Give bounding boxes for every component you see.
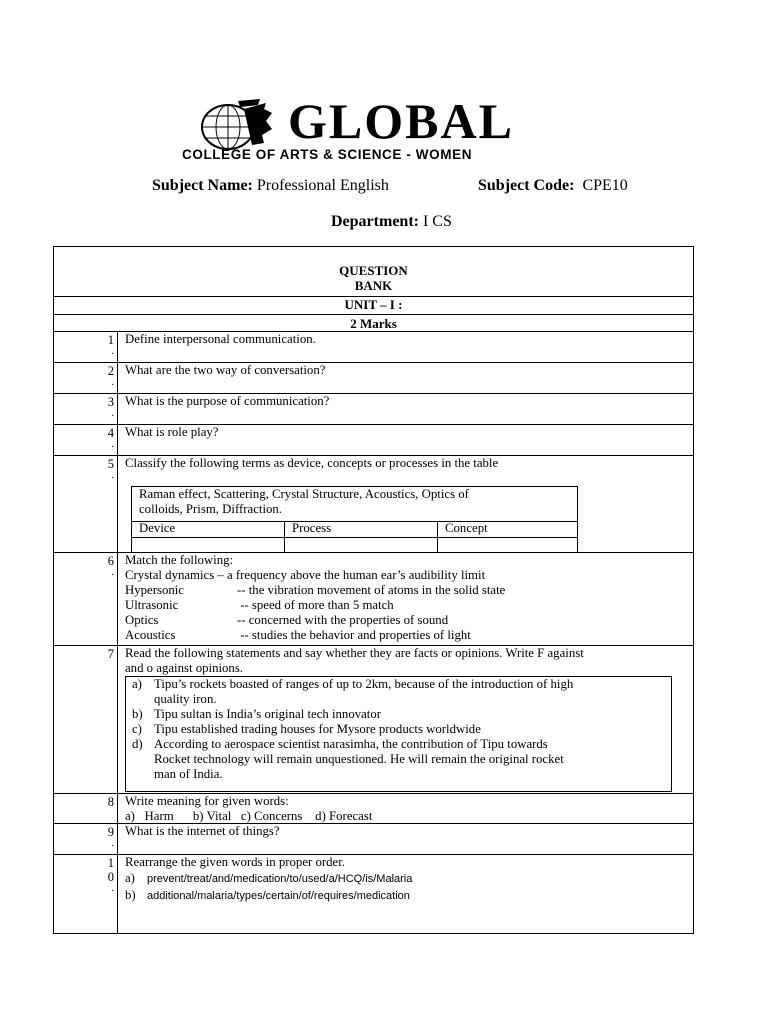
question-number: 2 . <box>107 364 114 388</box>
statement-line: Rocket technology will remain unquestioned. He will remain the original rocket <box>154 752 564 766</box>
department <box>331 213 452 231</box>
logo-wordmark: GLOBAL <box>288 93 514 149</box>
item-marker: b) <box>125 888 136 902</box>
question-text: What are the two way of conversation? <box>125 363 326 377</box>
match-term: Ultrasonic <box>125 598 179 612</box>
department-value: I CS <box>422 213 452 230</box>
match-row <box>125 613 448 628</box>
divider <box>53 314 694 315</box>
question-number <box>100 795 114 809</box>
terms-line: Raman effect, Scattering, Crystal Structure, Acoustics, Optics of <box>139 487 469 501</box>
classification-col-divider <box>284 521 285 553</box>
question-number <box>100 647 114 661</box>
table-title <box>53 263 694 293</box>
college-logo <box>180 95 620 167</box>
word-list: a) Harm b) Vital c) Concerns d) Forecast <box>125 809 373 823</box>
question-number: 1 0 . <box>100 856 114 894</box>
table-title-line1: QUESTION <box>339 263 408 278</box>
question-number-digit: 0 <box>107 870 114 884</box>
unit-heading: UNIT – I : <box>344 297 403 312</box>
subject-name-value: Professional English <box>256 177 389 194</box>
classification-row-divider <box>131 537 578 538</box>
match-definition: concerned with the properties of sound <box>248 613 449 627</box>
statement-line: man of India. <box>154 767 223 781</box>
question-text: What is role play? <box>125 425 219 439</box>
subject-name-label: Subject Name: <box>152 177 253 194</box>
terms-text <box>139 487 469 517</box>
col-concept: Concept <box>445 521 488 535</box>
statement-line: Tipu’s rockets boasted of ranges of up to 2km, because of the introduction of high <box>154 677 574 691</box>
question-number-value: 5 <box>107 457 114 471</box>
globe-seal-icon <box>194 99 278 153</box>
statement-line: According to aerospace scientist narasimha, the contribution of Tipu towards <box>154 737 548 751</box>
number-column-divider <box>117 331 118 934</box>
question-text <box>125 646 584 676</box>
item-marker: a) <box>125 871 135 885</box>
question-number-value: 1 <box>107 333 114 347</box>
match-separator: -- <box>237 613 249 627</box>
match-definition: studies the behavior and properties of light <box>251 628 471 642</box>
match-definition: speed of more than 5 match <box>251 598 394 612</box>
question-number-value: 6 <box>107 554 114 568</box>
statement-item <box>132 677 573 782</box>
rearrange-words: prevent/treat/and/medication/to/used/a/HCQ/is/Malaria <box>147 873 413 885</box>
match-row <box>125 568 485 583</box>
question-text: What is the internet of things? <box>125 824 280 838</box>
col-device: Device <box>139 521 176 535</box>
statement-line: Tipu established trading houses for Mysore products worldwide <box>154 722 481 736</box>
question-number: 3 . <box>107 395 114 419</box>
question-text: What is the purpose of communication? <box>125 394 330 408</box>
question-number: 9 . <box>107 825 114 849</box>
statement-line: quality iron. <box>154 692 217 706</box>
match-term: Crystal dynamics <box>125 568 215 582</box>
department-label: Department: <box>331 213 419 230</box>
table-title-line2: BANK <box>354 278 393 293</box>
match-term: Hypersonic <box>125 583 184 597</box>
match-term: Optics <box>125 613 159 627</box>
question-number: 6 . <box>107 554 114 578</box>
question-number: 1 . <box>107 333 114 357</box>
match-row <box>125 598 394 613</box>
question-number: 4 . <box>107 426 114 450</box>
item-marker: a) <box>132 677 142 691</box>
subject-code-value: CPE10 <box>582 177 628 194</box>
question-number-value: 9 <box>107 825 114 839</box>
subject-code <box>478 177 628 195</box>
question-text-line: Read the following statements and say whether they are facts or opinions. Write F against <box>125 646 584 660</box>
item-marker: d) <box>132 737 143 751</box>
question-number-value: 4 <box>107 426 114 440</box>
statement-line: Tipu sultan is India’s original tech innovator <box>154 707 382 721</box>
classification-col-divider <box>437 521 438 553</box>
match-definition: the vibration movement of atoms in the solid state <box>248 583 506 597</box>
match-separator: – <box>214 568 228 582</box>
question-number-value: 8 <box>107 795 114 809</box>
question-text-line: and o against opinions. <box>125 661 244 675</box>
rearrange-item <box>125 888 410 904</box>
question-number: 5 . <box>107 457 114 481</box>
marks-heading: 2 Marks <box>350 316 397 331</box>
subject-code-label: Subject Code: <box>478 177 575 194</box>
question-number-digit: 1 <box>107 856 114 870</box>
match-row <box>125 583 505 598</box>
question-text: Match the following: <box>125 553 234 567</box>
rearrange-item <box>125 871 412 887</box>
match-separator: -- <box>237 583 249 597</box>
match-separator: -- <box>237 628 252 642</box>
question-text: Define interpersonal communication. <box>125 332 316 346</box>
match-definition: a frequency above the human ear’s audibility limit <box>227 568 486 582</box>
item-marker: c) <box>132 722 142 736</box>
logo-tagline: COLLEGE OF ARTS & SCIENCE - WOMEN <box>182 147 473 162</box>
terms-line: colloids, Prism, Diffraction. <box>139 502 283 516</box>
match-row <box>125 628 471 643</box>
col-process: Process <box>292 521 332 535</box>
question-text <box>125 794 372 824</box>
item-marker: b) <box>132 707 143 721</box>
rearrange-words: additional/malaria/types/certain/of/requires/medication <box>147 890 410 902</box>
question-number-value: 3 <box>107 395 114 409</box>
match-separator: -- <box>237 598 252 612</box>
question-text: Rearrange the given words in proper order. <box>125 855 345 869</box>
question-number-value: 7 <box>107 647 114 661</box>
subject-name <box>152 177 389 195</box>
match-term: Acoustics <box>125 628 176 642</box>
question-text: Classify the following terms as device, concepts or processes in the table <box>125 456 499 470</box>
question-text-line: Write meaning for given words: <box>125 794 289 808</box>
question-number-value: 2 <box>107 364 114 378</box>
